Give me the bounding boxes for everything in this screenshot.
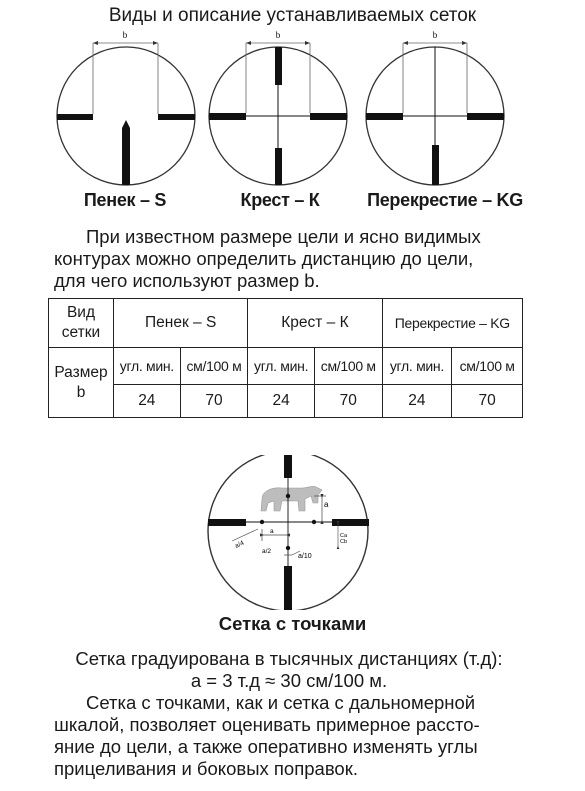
table-unit: угл. мин. — [382, 348, 452, 385]
reticle-kg-label: Перекрестие – KG — [367, 190, 523, 210]
table-header-row — [49, 299, 523, 348]
table-unit: угл. мин. — [248, 348, 315, 385]
table-row-label: Размер b — [49, 348, 114, 418]
dim-label-a-small: a — [270, 528, 274, 535]
dim-label-ca: Ca — [340, 533, 348, 539]
table-value: 70 — [180, 385, 248, 418]
reticle-k-label: Крест – К — [240, 190, 320, 210]
dim-label-cb: Cb — [340, 539, 348, 545]
reticle-s-dim-label: b — [122, 30, 128, 40]
dot-reticle-title: Сетка с точками — [218, 613, 367, 634]
description-line-3: Сетка с точками, как и сетка с дальномерной — [86, 692, 476, 713]
table-unit: см/100 м — [452, 348, 523, 385]
table-type-k: Крест – К — [248, 299, 382, 348]
reticle-kg-dim-label: b — [432, 30, 438, 40]
dim-label-a4: a/4 — [233, 539, 246, 550]
table-value: 24 — [114, 385, 181, 418]
dim-label-a10: a/10 — [298, 553, 312, 560]
table-unit: угл. мин. — [114, 348, 181, 385]
table-value: 24 — [382, 385, 452, 418]
table-units-row — [49, 348, 523, 385]
table-corner-cell: Вид сетки — [49, 299, 114, 348]
table-values-row — [49, 385, 523, 418]
reticle-s-right-bar — [158, 114, 195, 120]
reticle-kg-diagram — [366, 30, 504, 185]
bear-target-silhouette — [261, 486, 322, 511]
intro-paragraph — [54, 226, 524, 292]
table-value: 70 — [452, 385, 523, 418]
dim-label-a: a — [324, 500, 329, 509]
description-line-6: прицеливания и боковых поправок. — [54, 758, 358, 779]
reticle-s-left-bar — [57, 114, 93, 120]
reticle-s-label: Пенек – S — [83, 190, 167, 210]
intro-line-2: контурах можно определить дистанцию до цели, — [54, 248, 474, 269]
table-unit: см/100 м — [180, 348, 248, 385]
dim-label-a2: a/2 — [262, 548, 272, 555]
reticle-s-post — [122, 120, 130, 185]
table-value: 70 — [314, 385, 382, 418]
description-line-4: шкалой, позволяет оценивать примерное рассто- — [54, 714, 480, 735]
table-type-s: Пенек – S — [114, 299, 248, 348]
page-title: Виды и описание устанавливаемых сеток — [108, 5, 477, 26]
intro-line-3: для чего используют размер b. — [54, 270, 320, 291]
description-line-2: а = 3 т.д ≈ 30 см/100 м. — [190, 670, 388, 691]
reticle-size-table — [48, 298, 523, 418]
dot-reticle-diagram — [0, 455, 585, 610]
reticle-s-diagram — [57, 30, 195, 185]
table-type-kg: Перекрестие – KG — [382, 299, 522, 348]
intro-line-1: При известном размере цели и ясно видимых — [86, 226, 481, 247]
description-line-5: яние до цели, а также оперативно изменять углы — [54, 736, 478, 757]
reticle-k-dim-label: b — [275, 30, 281, 40]
table-value: 24 — [248, 385, 315, 418]
description-line-1: Сетка градуирована в тысячных дистанциях (т.д): — [75, 648, 503, 669]
table-unit: см/100 м — [314, 348, 382, 385]
reticle-diagrams — [0, 28, 585, 188]
description-paragraph — [54, 648, 524, 780]
reticle-k-diagram — [209, 30, 347, 185]
